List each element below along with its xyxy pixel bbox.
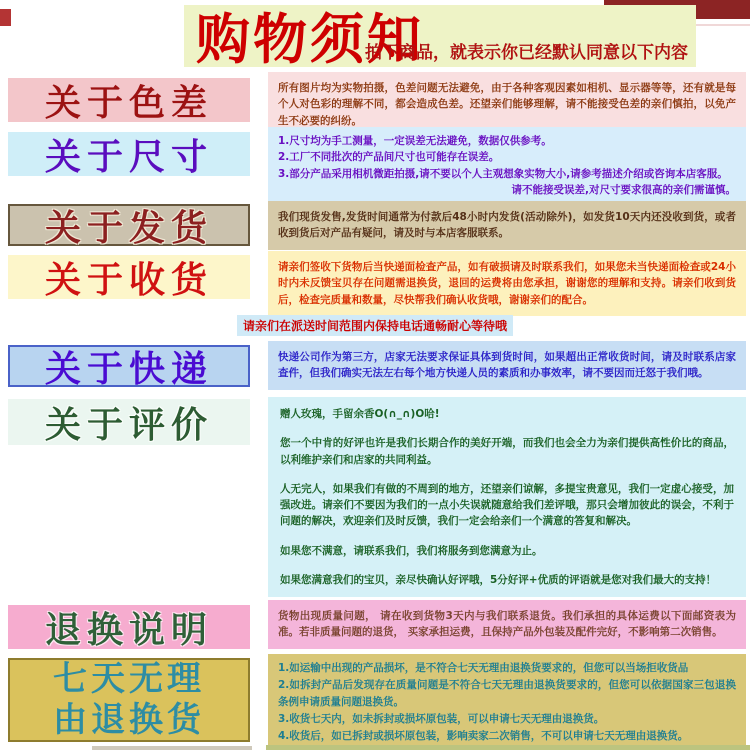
section-receiving — [8, 251, 746, 316]
section-color-difference-header: 关于色差 — [8, 78, 250, 122]
top-left-crop-mark — [0, 9, 11, 26]
size-line-2: 2.工厂不同批次的产品间尺寸也可能存在误差。 — [278, 151, 500, 164]
seven-day-line-4: 4.收货后，如已拆封或损坏原包装，影响卖家二次销售，不可以申请七天无理由退换货。 — [278, 730, 689, 743]
section-receiving-body: 请亲们签收下货物后当快递面检查产品，如有破损请及时联系我们，如果您未当快递面检查或24小时内未反馈宝贝存在问题需退换货，退回的运费将由您承担，谢谢您的理解和支持。请亲们收到货后，检查完质量和数量，尽快帮我们确认收货哦，谢谢亲们的配合。 — [268, 251, 746, 316]
seven-day-line-2: 2.如拆封产品后发现存在质量问题是不符合七天无理由退换货要求的，但您可以依据国家三包退换条例申请质量问题退换货。 — [278, 679, 736, 708]
review-paragraph-5: 如果您满意我们的宝贝，亲尽快确认好评哦，5分好评+优质的评语就是您对我们最大的支持！ — [280, 573, 717, 586]
seven-day-header-line-1: 七天无理 — [53, 658, 205, 699]
review-paragraph-4: 如果您不满意，请联系我们，我们将服务到您满意为止。 — [280, 544, 543, 557]
section-receiving-header: 关于收货 — [8, 255, 250, 299]
size-caution-note: 请不能接受误差,对尺寸要求很高的亲们需谨慎。 — [511, 183, 736, 196]
section-returns-body: 货物出现质量问题， 请在收到货物3天内与我们联系退货。我们承担的具体运费以下面邮资表为准。若非质量问题的退货， 买家承担运费，且保持产品外包装及配件完好，不影响第二次销售。 — [268, 600, 746, 649]
seven-day-header-line-2: 由退换货 — [53, 700, 205, 740]
review-paragraph-3: 人无完人，如果我们有做的不周到的地方，还望亲们谅解，多提宝贵意见，我们一定虚心接受，加强改进。请亲们不要因为我们的一点小失误就随意给我们差评哦，那只会增加彼此的误会，不利于问题的解决，欢迎亲们及时反馈，我们一定会给亲们一个满意的答复和解决。 — [280, 482, 734, 528]
section-review-header: 关于评价 — [8, 399, 250, 445]
section-express-header: 关于快递 — [8, 345, 250, 387]
section-seven-day-return-header — [8, 658, 250, 742]
page-subtitle: 拍下商品，就表示你已经默认同意以下内容 — [365, 43, 688, 63]
section-seven-day-return — [8, 654, 746, 750]
section-express-body: 快递公司作为第三方，店家无法要求保证具体到货时间，如果超出正常收货时间，请及时联系店家查件，但我们确实无法左右每个地方快递人员的素质和办事效率，请不要因而迁怒于我们哦。 — [268, 341, 746, 390]
size-line-1: 1.尺寸均为手工测量，一定误差无法避免，数据仅供参考。 — [278, 135, 552, 147]
delivery-phone-note — [0, 315, 750, 336]
seven-day-line-1: 1.如运输中出现的产品损坏，是不符合七天无理由退换货要求的，但您可以当场拒收货品 — [278, 662, 689, 674]
section-size-body — [268, 127, 746, 206]
page-title: 购物须知 — [196, 8, 424, 71]
title-banner — [184, 5, 696, 71]
section-review — [8, 397, 746, 597]
size-line-3: 3.部分产品采用相机微距拍摄,请不要以个人主观想象实物大小,请参考描述介绍或咨询本店客服。 — [278, 167, 728, 180]
section-color-difference-body: 所有图片均为实物拍摄，色差问题无法避免，由于各种客观因素如相机、显示器等等，还有就是每个人对色彩的理解不同，都会造成色差。还望亲们能够理解，请不能接受色差的亲们慎拍，以免产生不必要的纠纷。 — [268, 72, 746, 137]
section-express — [8, 341, 746, 390]
review-paragraph-1: 赠人玫瑰，手留余香O(∩_∩)O哈! — [280, 408, 440, 420]
review-paragraph-2: 您一个中肯的好评也许是我们长期合作的美好开端，而我们也会全力为亲们提供高性价比的商品，以利维护亲们和店家的共同利益。 — [280, 437, 734, 466]
section-returns-header: 退换说明 — [8, 605, 250, 649]
section-review-body — [268, 397, 746, 597]
section-shipping-header: 关于发货 — [8, 204, 250, 246]
section-shipping-body: 我们现货发售,发货时间通常为付款后48小时内发货(活动除外)，如发货10天内还没收到货，或者收到货后对产品有疑问，请及时与本店客服联系。 — [268, 201, 746, 250]
seven-day-line-3: 3.收货七天内，如未拆封或损坏原包装，可以申请七天无理由退换货。 — [278, 712, 605, 725]
section-size-header: 关于尺寸 — [8, 132, 250, 176]
section-size — [8, 127, 746, 206]
bottom-left-crop-strip — [92, 746, 252, 750]
section-seven-day-return-body — [268, 654, 746, 750]
section-returns — [8, 600, 746, 649]
delivery-phone-note-text: 请亲们在派送时间范围内保持电话通畅耐心等待哦 — [237, 315, 513, 336]
section-shipping — [8, 201, 746, 250]
bottom-right-crop-strip — [266, 745, 750, 750]
